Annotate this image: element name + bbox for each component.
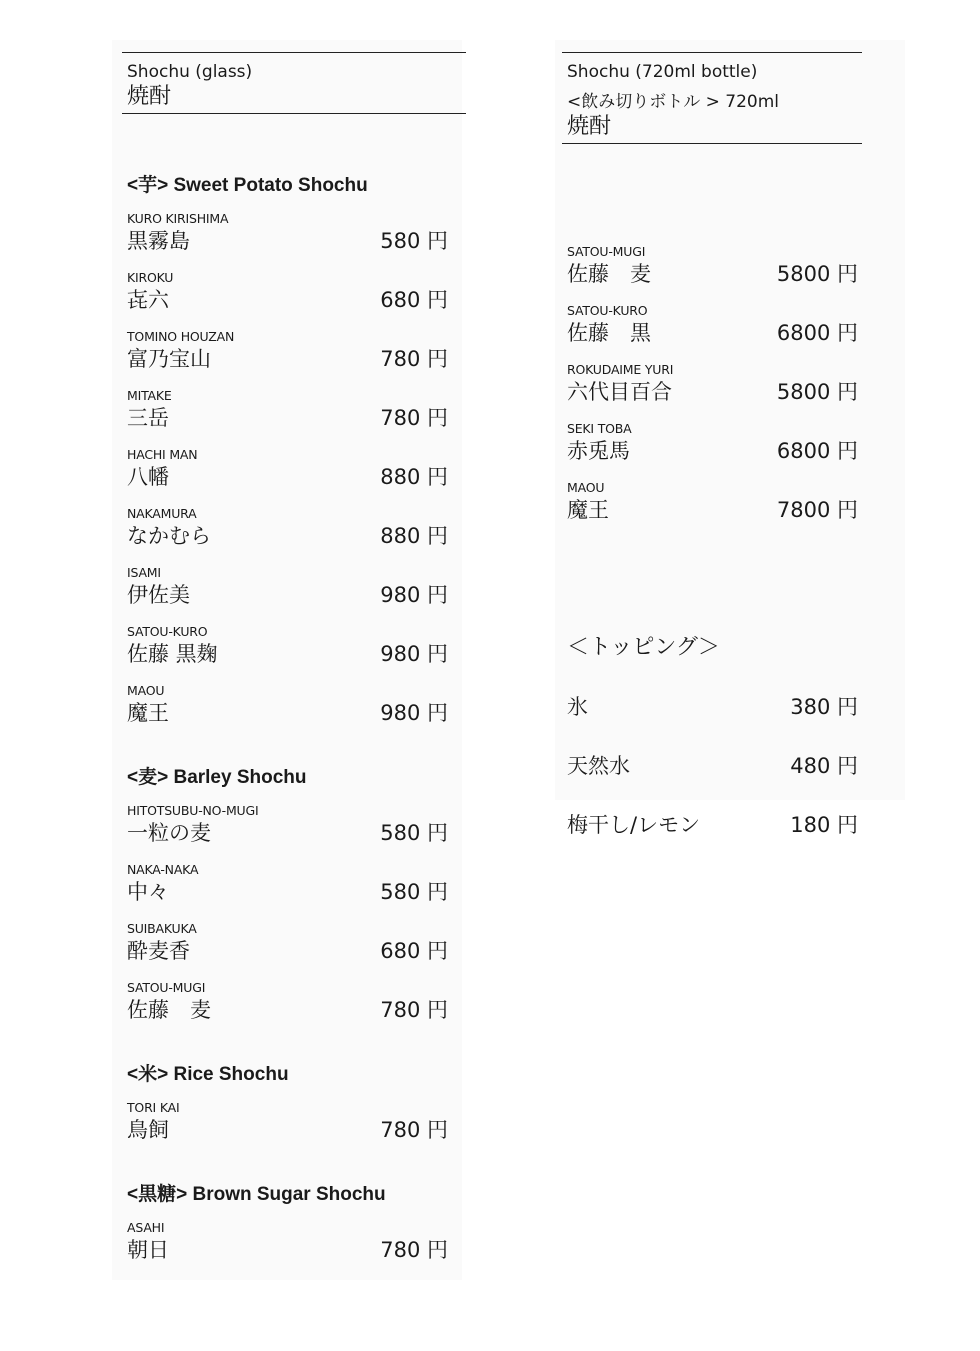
bottle-menu-column	[562, 52, 862, 869]
item-price: 7800 円	[776, 498, 858, 522]
section-title-sweet-potato: <芋> Sweet Potato Shochu	[127, 175, 368, 196]
item-jp-name: 佐藤 黒麹	[127, 642, 218, 666]
item-jp-name: 黒霧島	[127, 229, 190, 253]
menu-item	[562, 245, 862, 304]
topping-price: 180 円	[790, 813, 858, 837]
menu-item	[122, 271, 466, 330]
section-title-rice: <米> Rice Shochu	[127, 1064, 289, 1085]
item-roman-name: ASAHI	[127, 1220, 165, 1235]
item-roman-name: ROKUDAIME YURI	[567, 362, 674, 377]
item-jp-name: 酔麦香	[127, 939, 190, 963]
bottle-menu-subtitle: <飲み切りボトル > 720ml	[567, 92, 780, 112]
item-jp-name: 中々	[127, 880, 169, 904]
glass-menu-title-jp: 焼酎	[127, 84, 172, 109]
menu-item	[122, 566, 466, 625]
menu-item	[562, 481, 862, 540]
item-jp-name: 佐藤 麦	[127, 998, 211, 1022]
item-roman-name: MAOU	[567, 480, 605, 495]
item-jp-name: 佐藤 麦	[567, 262, 651, 286]
glass-menu-title-en: Shochu (glass)	[127, 62, 253, 82]
item-jp-name: 佐藤 黒	[567, 321, 651, 345]
topping-item	[562, 692, 862, 751]
item-price: 680 円	[380, 939, 448, 963]
menu-item	[562, 363, 862, 422]
menu-item	[122, 863, 466, 922]
bottle-menu-title-en: Shochu (720ml bottle)	[567, 62, 758, 82]
menu-item	[122, 448, 466, 507]
topping-name: 氷	[567, 695, 588, 719]
item-price: 880 円	[380, 465, 448, 489]
item-price: 980 円	[380, 583, 448, 607]
item-roman-name: SATOU-KURO	[567, 303, 648, 318]
item-price: 780 円	[380, 406, 448, 430]
menu-item	[122, 981, 466, 1040]
item-roman-name: HITOTSUBU-NO-MUGI	[127, 803, 259, 818]
item-roman-name: MAOU	[127, 683, 165, 698]
menu-item	[122, 922, 466, 981]
item-jp-name: 魔王	[567, 498, 609, 522]
glass-menu-column	[122, 52, 466, 1280]
menu-item	[122, 389, 466, 448]
menu-item	[122, 1221, 466, 1280]
menu-item	[122, 330, 466, 389]
item-roman-name: TORI KAI	[127, 1100, 180, 1115]
item-jp-name: 八幡	[127, 465, 169, 489]
toppings-title: ＜トッピング＞	[567, 635, 720, 660]
menu-item	[562, 422, 862, 481]
item-price: 780 円	[380, 1118, 448, 1142]
item-jp-name: 魔王	[127, 701, 169, 725]
item-roman-name: SATOU-KURO	[127, 624, 208, 639]
menu-item	[562, 304, 862, 363]
item-roman-name: SUIBAKUKA	[127, 921, 197, 936]
item-jp-name: 㐂六	[127, 288, 169, 312]
bottle-menu-title-jp: 焼酎	[567, 114, 612, 139]
item-jp-name: 赤兎馬	[567, 439, 630, 463]
item-price: 680 円	[380, 288, 448, 312]
item-roman-name: SATOU-MUGI	[127, 980, 206, 995]
item-roman-name: NAKA-NAKA	[127, 862, 199, 877]
item-price: 980 円	[380, 701, 448, 725]
section-title-barley: <麦> Barley Shochu	[127, 767, 307, 788]
item-price: 780 円	[380, 347, 448, 371]
item-price: 6800 円	[776, 321, 858, 345]
item-roman-name: NAKAMURA	[127, 506, 197, 521]
menu-item	[122, 804, 466, 863]
item-roman-name: SEKI TOBA	[567, 421, 632, 436]
item-roman-name: SATOU-MUGI	[567, 244, 646, 259]
item-jp-name: 三岳	[127, 406, 169, 430]
section-title-brown-sugar: <黒糖> Brown Sugar Shochu	[127, 1184, 386, 1205]
item-jp-name: なかむら	[127, 524, 211, 548]
item-jp-name: 伊佐美	[127, 583, 190, 607]
topping-name: 梅干し/レモン	[567, 813, 701, 837]
item-price: 780 円	[380, 1238, 448, 1262]
item-jp-name: 朝日	[127, 1238, 169, 1262]
item-price: 880 円	[380, 524, 448, 548]
bottle-items-list	[562, 245, 862, 540]
item-price: 5800 円	[776, 380, 858, 404]
item-price: 5800 円	[776, 262, 858, 286]
item-jp-name: 富乃宝山	[127, 347, 211, 371]
menu-item	[122, 625, 466, 684]
bottle-menu-header	[562, 52, 862, 144]
menu-item	[122, 212, 466, 271]
item-roman-name: KIROKU	[127, 270, 174, 285]
item-roman-name: ISAMI	[127, 565, 161, 580]
item-price: 980 円	[380, 642, 448, 666]
item-roman-name: HACHI MAN	[127, 447, 198, 462]
topping-price: 380 円	[790, 695, 858, 719]
menu-item	[122, 507, 466, 566]
topping-item	[562, 810, 862, 869]
menu-item	[122, 1101, 466, 1160]
item-price: 6800 円	[776, 439, 858, 463]
item-price: 780 円	[380, 998, 448, 1022]
menu-item	[122, 684, 466, 743]
item-roman-name: KURO KIRISHIMA	[127, 211, 229, 226]
item-price: 580 円	[380, 880, 448, 904]
topping-item	[562, 751, 862, 810]
item-jp-name: 鳥飼	[127, 1118, 169, 1142]
item-roman-name: MITAKE	[127, 388, 172, 403]
item-roman-name: TOMINO HOUZAN	[127, 329, 235, 344]
item-jp-name: 六代目百合	[567, 380, 672, 404]
item-price: 580 円	[380, 229, 448, 253]
topping-price: 480 円	[790, 754, 858, 778]
glass-menu-header	[122, 52, 466, 114]
item-price: 580 円	[380, 821, 448, 845]
item-jp-name: 一粒の麦	[127, 821, 211, 845]
topping-name: 天然水	[567, 754, 630, 778]
